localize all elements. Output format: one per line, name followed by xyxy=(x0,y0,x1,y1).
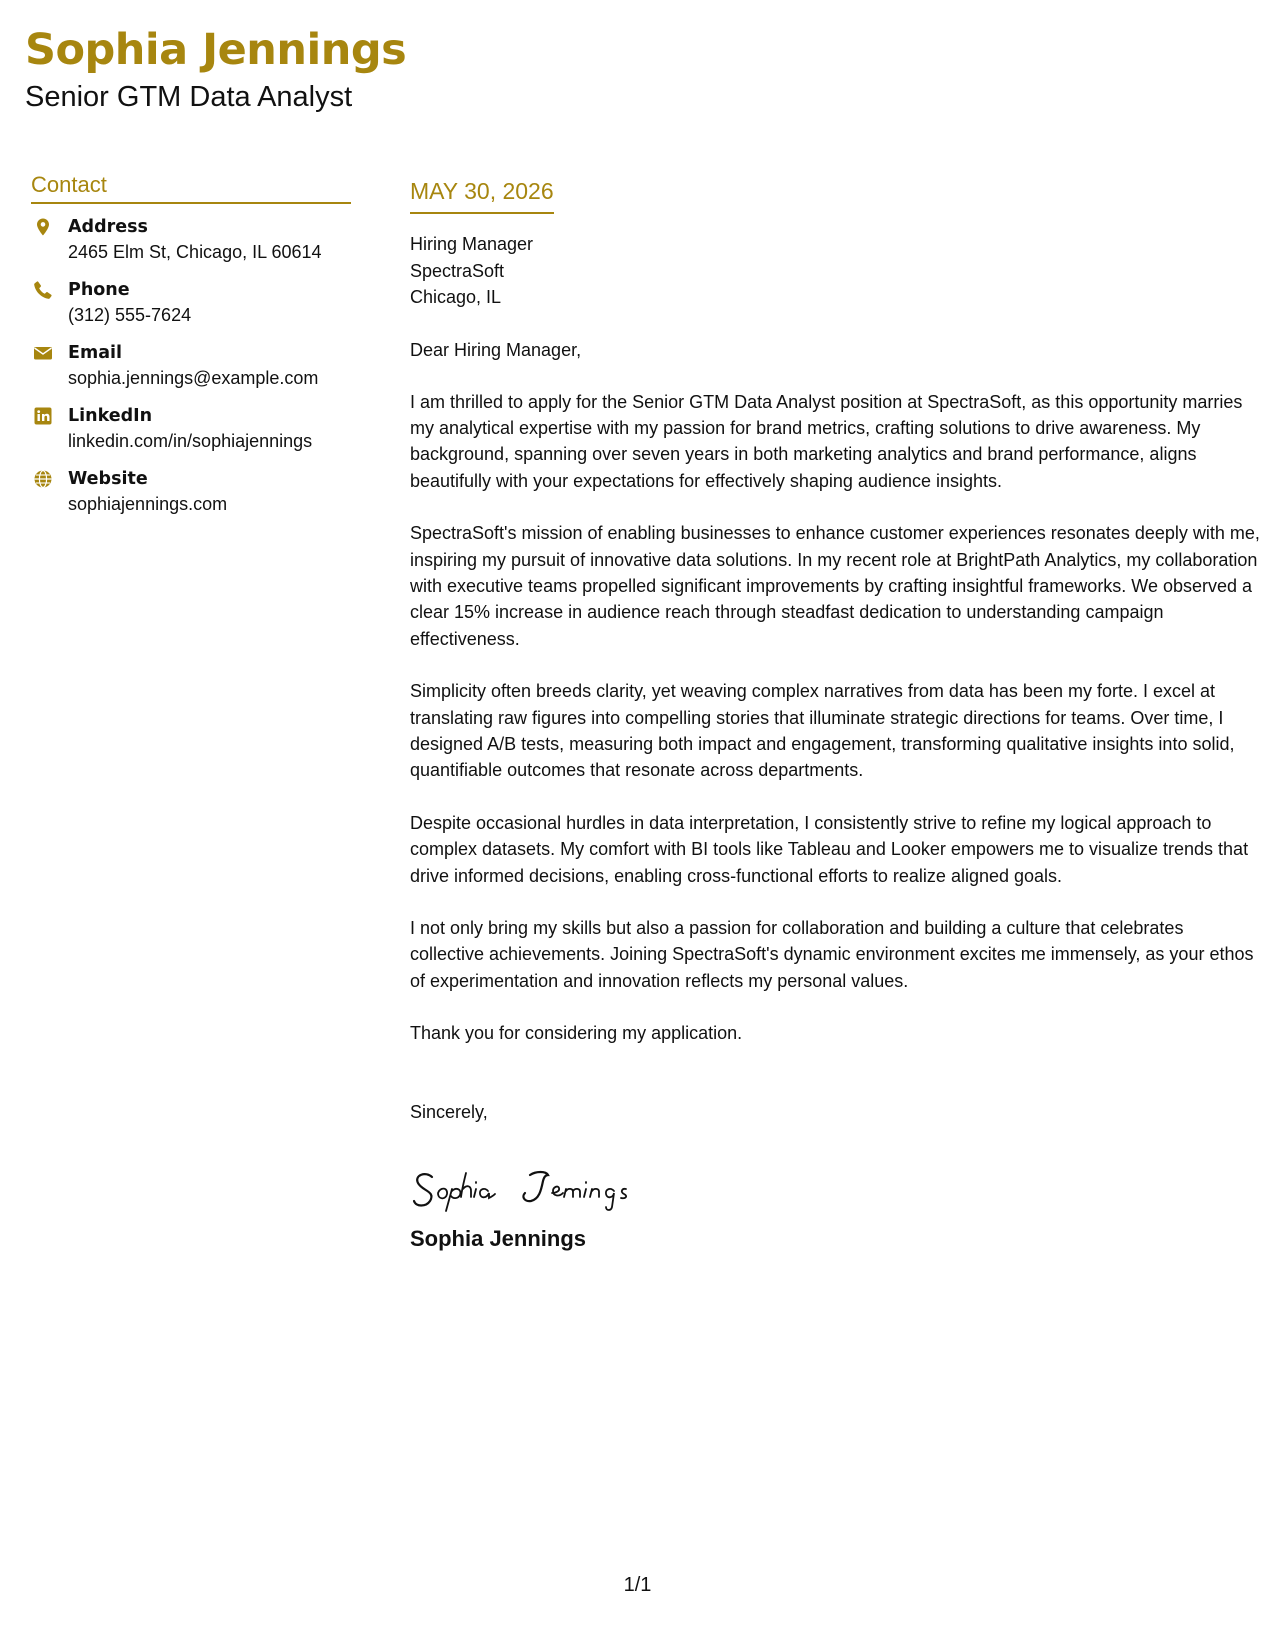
linkedin-icon xyxy=(33,406,53,426)
contact-item-website xyxy=(31,468,351,531)
contact-item-address xyxy=(31,216,351,279)
contact-item-phone xyxy=(31,279,351,342)
contact-value: 2465 Elm St, Chicago, IL 60614 xyxy=(68,242,322,262)
contact-value: sophiajennings.com xyxy=(68,494,228,514)
contact-item-email xyxy=(31,342,351,405)
letter-body xyxy=(410,177,1260,1253)
letter-date: MAY 30, 2026 xyxy=(410,177,554,214)
contact-list xyxy=(31,216,351,531)
contact-label: LinkedIn xyxy=(68,406,153,426)
salutation: Dear Hiring Manager, xyxy=(410,339,582,360)
recipient-line: Hiring Manager xyxy=(410,234,534,254)
map-pin-icon xyxy=(33,217,53,237)
letter-paragraph: Thank you for considering my application. xyxy=(410,1023,743,1044)
letter-paragraph: Simplicity often breeds clarity, yet weaving complex narratives from data has been my forte. I excel at translating raw figures into compelling stories that illuminate strategic directions for teams. Over time, I designed A/B tests, measuring both impact and engagement, transforming qualitative insights into solid, quantifiable outcomes that resonate across departments. xyxy=(410,681,1235,781)
applicant-title: Senior GTM Data Analyst xyxy=(25,81,353,113)
contact-sidebar xyxy=(31,172,351,531)
letter-paragraph: I not only bring my skills but also a passion for collaboration and building a culture that celebrates collective achievements. Joining SpectraSoft's dynamic environment excites me immensely, as your ethos of experimentation and innovation reflects my personal values. xyxy=(410,918,1254,991)
contact-label: Phone xyxy=(68,280,130,300)
contact-item-linkedin xyxy=(31,405,351,468)
phone-icon xyxy=(33,280,53,300)
contact-label: Address xyxy=(68,217,148,237)
recipient-line: Chicago, IL xyxy=(410,287,502,307)
recipient-line: SpectraSoft xyxy=(410,260,505,281)
letter-paragraph: Despite occasional hurdles in data interpretation, I consistently strive to refine my logical approach to complex datasets. My comfort with BI tools like Tableau and Looker empowers me to visualize trends that drive informed decisions, enabling cross-functional efforts to realize aligned goals. xyxy=(410,812,1249,886)
page-number: 1/1 xyxy=(623,1574,652,1596)
signer-name: Sophia Jennings xyxy=(410,1225,587,1251)
contact-label: Email xyxy=(68,343,122,363)
closing: Sincerely, xyxy=(410,1101,488,1122)
globe-icon xyxy=(33,469,53,489)
contact-heading: Contact xyxy=(31,172,351,204)
letter-paragraph: I am thrilled to apply for the Senior GTM Data Analyst position at SpectraSoft, as this opportunity marries my analytical expertise with my passion for brand metrics, crafting solutions to drive awareness. My background, spanning over seven years in both marketing analytics and brand performance, aligns beautifully with your expectations for effectively shaping audience insights. xyxy=(410,391,1243,491)
header xyxy=(25,22,406,114)
envelope-icon xyxy=(33,343,53,363)
applicant-name: Sophia Jennings xyxy=(25,25,407,75)
contact-value: (312) 555-7624 xyxy=(68,305,192,325)
contact-value: linkedin.com/in/sophiajennings xyxy=(68,431,313,451)
recipient-block xyxy=(410,231,1260,311)
letter-paragraph: SpectraSoft's mission of enabling businesses to enhance customer experiences resonates deeply with me, inspiring my pursuit of innovative data solutions. In my recent role at BrightPath Analytics, my collaboration with executive teams propelled significant improvements by crafting insightful frameworks. We observed a clear 15% increase in audience reach through steadfast dedication to understanding campaign effectiveness. xyxy=(410,523,1260,649)
contact-label: Website xyxy=(68,469,148,489)
contact-value: sophia.jennings@example.com xyxy=(68,368,319,388)
handwritten-signature xyxy=(410,1155,690,1215)
